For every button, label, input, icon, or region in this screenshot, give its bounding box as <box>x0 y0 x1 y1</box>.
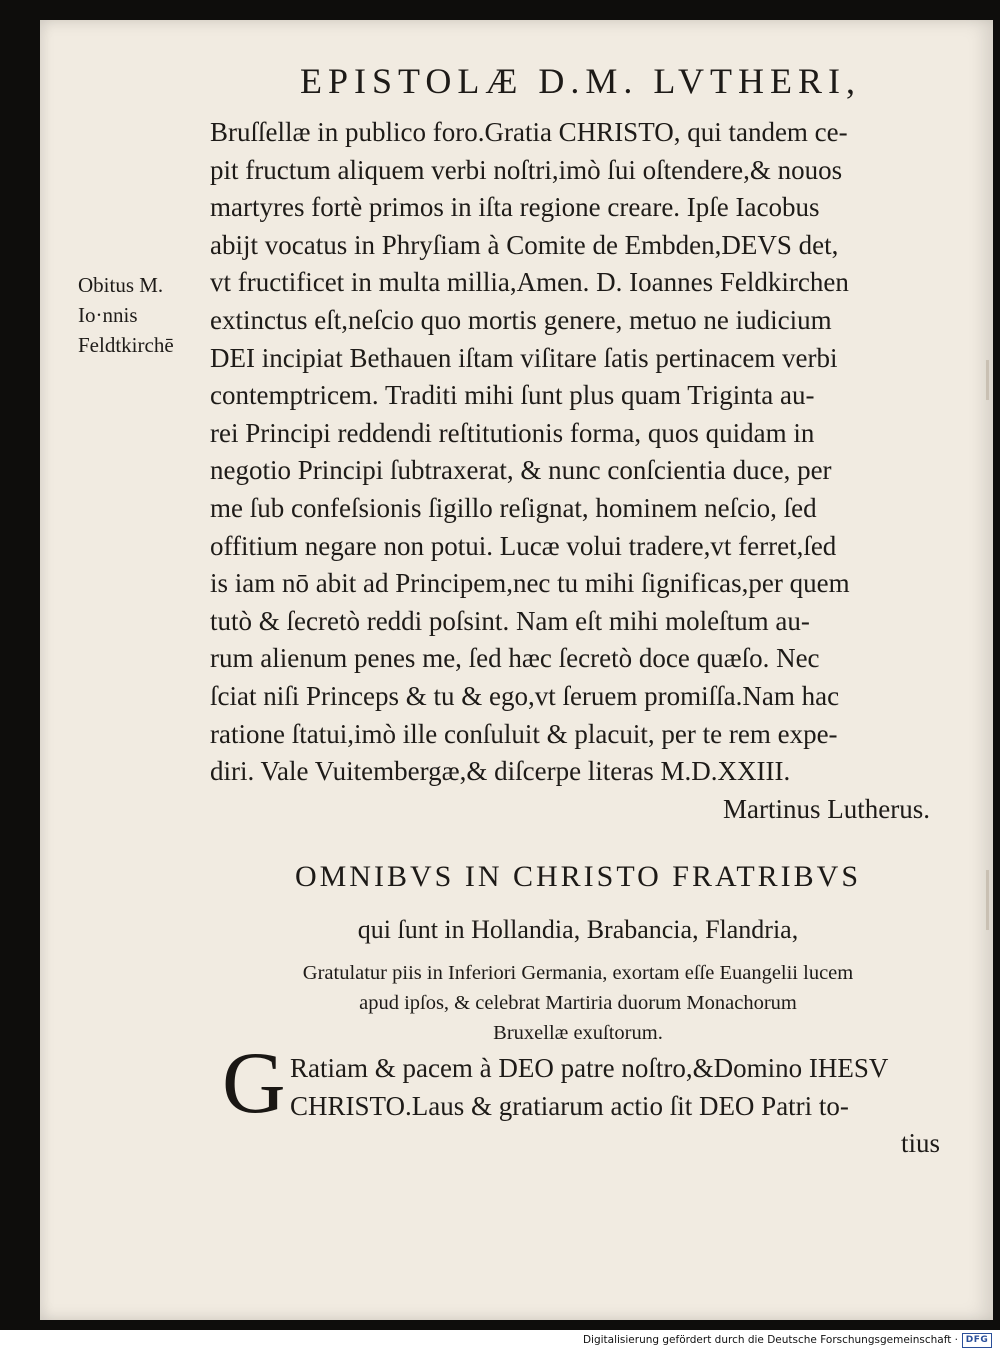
text-line: Ratiam & pacem à DEO patre noſtro,&Domino IHESV <box>290 1053 889 1083</box>
dfg-logo-icon: DFG <box>962 1333 992 1348</box>
signature: Martinus Lutherus. <box>723 793 930 824</box>
text-line: vt fructificet in multa millia,Amen. D. Ioannes Feldkirchen <box>210 267 849 298</box>
text-line: Bruſſellæ in publico foro.Gratia CHRISTO, qui tandem ce- <box>210 117 848 147</box>
text-line: CHRISTO.Laus & gratiarum actio ſit DEO Patri to- <box>290 1090 849 1121</box>
text-line: abijt vocatus in Phryſiam à Comite de Embden,DEVS det, <box>210 229 839 260</box>
letter-summary <box>218 958 938 1048</box>
text-line: pit fructum aliquem verbi noſtri,imò ſui oſtendere,& nouos <box>210 154 843 185</box>
marginal-note-line: Io·nnis <box>78 303 138 327</box>
text-line: DEI incipiat Bethauen iſtam viſitare ſatis pertinacem verbi <box>210 342 838 373</box>
summary-line: Bruxellæ exuſtorum. <box>493 1022 663 1044</box>
summary-line: Gratulatur piis in Inferiori Germania, exortam eſſe Euangelii lucem <box>302 962 854 984</box>
footer-bar <box>0 1330 1000 1352</box>
text-line: rum alienum penes me, ſed hæc ſecretò doce quæſo. Nec <box>210 643 820 674</box>
marginal-note-line: Obitus M. <box>78 273 164 297</box>
marginal-note <box>78 270 208 360</box>
text-line: ratione ſtatui,imò ille conſuluit & placuit, per te rem expe- <box>210 718 838 749</box>
text-line: contemptricem. Traditi mihi ſunt plus quam Triginta au- <box>210 380 815 411</box>
letter-opening <box>290 1050 940 1125</box>
letter-subheading: qui ſunt in Hollandia, Brabancia, Flandria, <box>357 915 799 944</box>
catchword: tius <box>900 1128 940 1158</box>
text-line: tutò & ſecretò reddi poſsint. Nam eſt mihi moleſtum au- <box>210 605 810 636</box>
summary-line: apud ipſos, & celebrat Martiria duorum Monachorum <box>359 992 797 1014</box>
text-line: offitium negare non potui. Lucæ volui tradere,vt ferret,ſed <box>210 530 837 561</box>
footer-credit: Digitalisierung gefördert durch die Deutsche Forschungsgemeinschaft · <box>582 1334 958 1346</box>
drop-cap: G <box>222 1035 286 1132</box>
text-line: extinctus eſt,neſcio quo mortis genere, metuo ne iudicium <box>210 304 832 335</box>
page-edge-mark <box>986 360 989 400</box>
text-line: diri. Vale Vuitembergæ,& diſcerpe literas M.D.XXIII. <box>210 756 791 787</box>
text-line: martyres fortè primos in iſta regione creare. Ipſe Iacobus <box>210 192 820 223</box>
text-line: me ſub confeſsionis ſigillo reſignat, hominem neſcio, ſed <box>210 492 817 523</box>
marginal-note-line: Feldtkirchē <box>78 333 174 357</box>
text-line: negotio Principi ſubtraxerat, & nunc conſcientia duce, per <box>210 455 832 486</box>
page-edge-mark <box>986 870 989 930</box>
letter-heading: OMNIBVS IN CHRISTO FRATRIBVS <box>294 860 862 893</box>
text-line: is iam nō abit ad Principem,nec tu mihi ſignificas,per quem <box>210 568 850 599</box>
running-head: EPISTOLÆ D.M. LVTHERI, <box>300 61 862 101</box>
text-line: ſciat niſi Princeps & tu & ego,vt ſeruem promiſſa.Nam hac <box>210 680 840 711</box>
letter-body <box>210 114 930 828</box>
text-line: rei Principi reddendi reſtitutionis forma, quos quidam in <box>210 417 815 448</box>
